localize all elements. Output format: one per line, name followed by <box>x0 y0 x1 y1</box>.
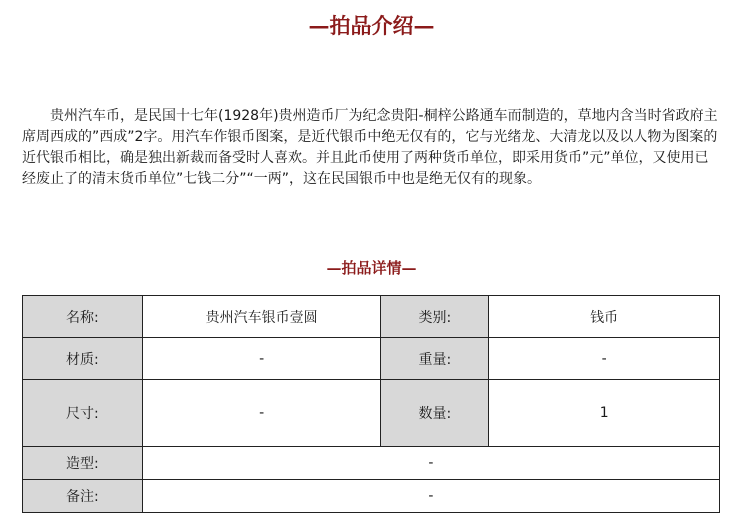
size-label: 尺寸: <box>23 380 143 447</box>
details-table <box>22 295 720 513</box>
table-row <box>23 338 720 380</box>
size-value: - <box>142 380 381 447</box>
material-value: - <box>142 338 381 380</box>
intro-paragraph: 贵州汽车币，是民国十七年(1928年)贵州造币厂为纪念贵阳-桐梓公路通车而制造的，草地内含当时省政府主席周西成的”西成”2字。用汽车作银币图案，是近代银币中绝无仅有的，它与光绪龙、大清龙以及以人物为图案的近代银币相比，确是独出新裁而备受时人喜欢。并且此币使用了两种货币单位，即采用货币”元”单位，又使用已经废止了的清末货币单位”七钱二分”“一两”，这在民国银币中也是绝无仅有的现象。 <box>22 108 718 187</box>
table-row <box>23 447 720 480</box>
name-label: 名称: <box>23 296 143 338</box>
table-row <box>23 380 720 447</box>
shape-label: 造型: <box>23 447 143 480</box>
weight-label: 重量: <box>381 338 489 380</box>
category-label: 类别: <box>381 296 489 338</box>
detail-section-title: —拍品详情— <box>326 259 417 277</box>
name-value: 贵州汽车银币壹圆 <box>142 296 381 338</box>
note-label: 备注: <box>23 480 143 513</box>
quantity-label: 数量: <box>381 380 489 447</box>
intro-section-title: —拍品介绍— <box>308 13 435 38</box>
note-value: - <box>142 480 719 513</box>
weight-value: - <box>489 338 720 380</box>
category-value: 钱币 <box>489 296 720 338</box>
table-row <box>23 480 720 513</box>
shape-value: - <box>142 447 719 480</box>
material-label: 材质: <box>23 338 143 380</box>
table-row <box>23 296 720 338</box>
quantity-value: 1 <box>489 380 720 447</box>
